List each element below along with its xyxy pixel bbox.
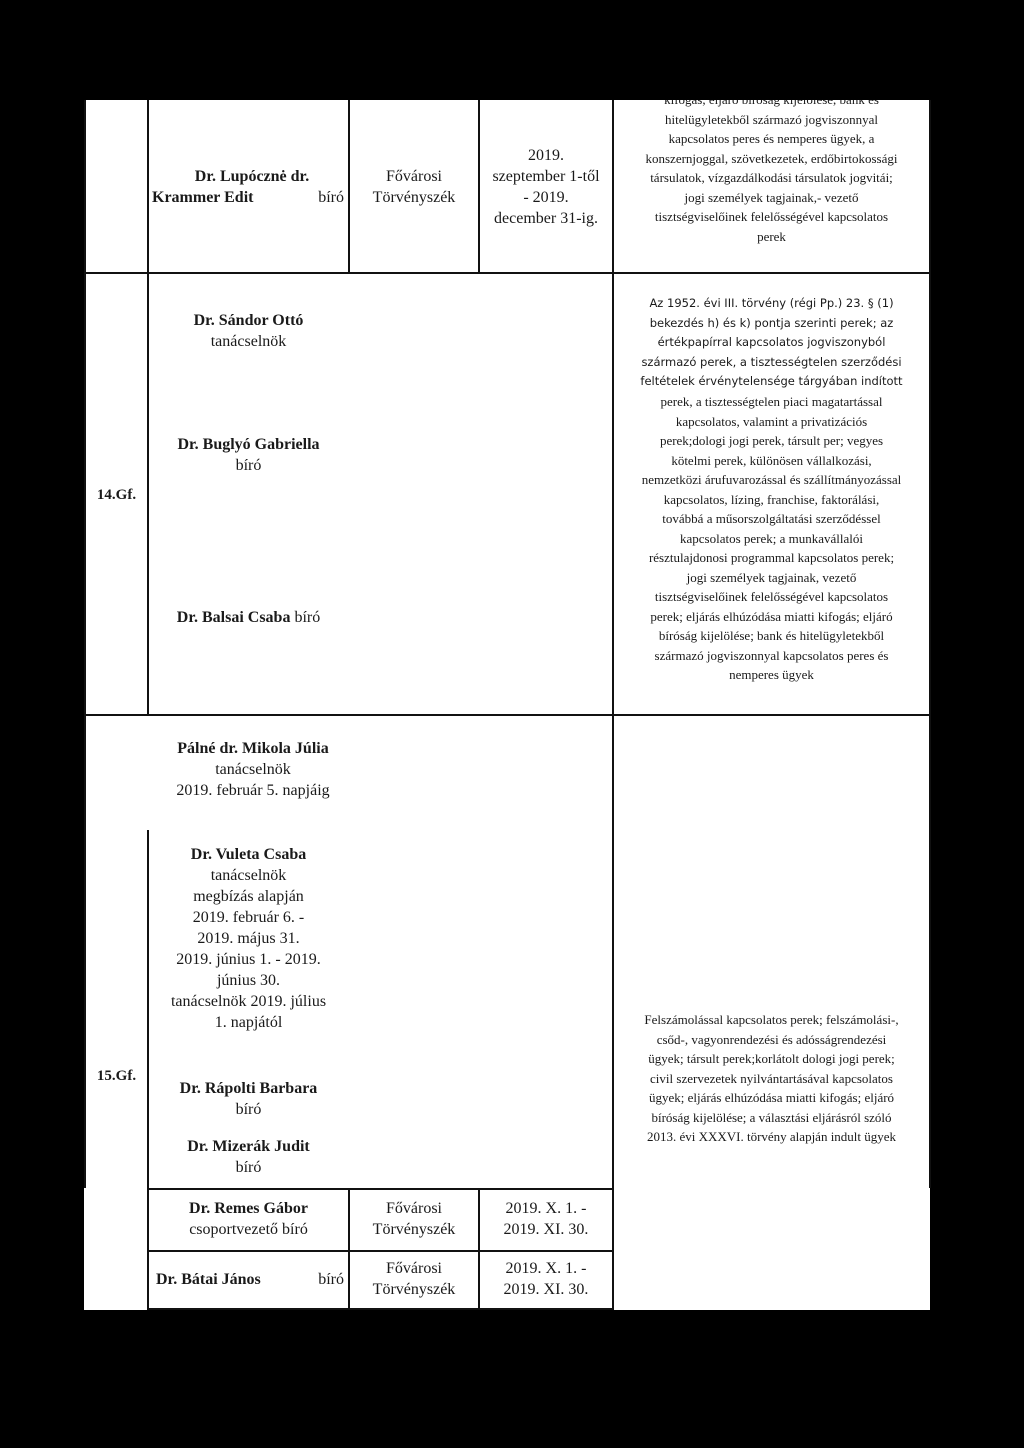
judge-block: [156, 1269, 346, 1290]
judge-name: Dr. Mizerák Judit: [187, 1138, 310, 1155]
judge-name: Dr. Buglyó Gabriella: [177, 436, 320, 453]
judge-name: Dr. Vuleta Csaba: [190, 846, 307, 863]
judge-block: [149, 310, 348, 352]
grid-line: [84, 100, 86, 272]
judge-role: bíró: [318, 189, 344, 206]
judge-name: Dr. Rápolti Barbara: [179, 1080, 318, 1097]
grid-line: [929, 100, 931, 272]
judge-name: Dr. Sándor Ottó: [193, 312, 304, 329]
judge-block: [149, 434, 348, 476]
judge-role: bíró: [235, 1159, 262, 1176]
judge-block: Dr. Vuleta Csaba tanácselnök megbízás alapján 2019. február 6. - 2019. május 31. 2019. június 1. - 2019. június 30. tanácselnök 2019. július 1. napjától: [149, 844, 348, 1033]
case-code: 15.Gf.: [96, 1068, 137, 1084]
judge-role: bíró: [235, 1101, 262, 1118]
judge-role: tanácselnök: [210, 333, 287, 350]
period-cell: 2019. szeptember 1-től - 2019. december 31-ig.: [492, 147, 600, 227]
judge-name: Dr. Lupócznė dr.: [194, 168, 310, 185]
grid-line: [929, 274, 931, 714]
judge-block: [149, 607, 348, 628]
court-cell: Fővárosi Törvényszék: [372, 1200, 456, 1238]
judge-block: [149, 1198, 348, 1240]
court-cell: Fővárosi Törvényszék: [372, 168, 456, 206]
grid-line: [147, 1308, 614, 1310]
row-divider: [84, 714, 931, 716]
grid-line: [84, 716, 86, 1188]
judge-block: [149, 1136, 348, 1178]
grid-line: [147, 1250, 614, 1252]
period-cell: 2019. X. 1. - 2019. XI. 30.: [503, 1260, 589, 1298]
judge-role: csoportvezető bíró: [189, 1221, 308, 1238]
judge-role: bíró: [294, 609, 321, 626]
page-edge: [0, 0, 1024, 100]
judge-name-cont: Krammer Edit: [152, 189, 254, 206]
description-cell: Az 1952. évi III. törvény (régi Pp.) 23. § (1) bekezdés h) és k) pontja szerinti perek; az értékpapírral kapcsolatos jogviszonyból származó perek, a tisztességtelen szerződési feltételek érvénytelensége tárgyában indított: [640, 296, 903, 388]
description-cell: Felszámolással kapcsolatos perek; felszámolási-, csőd-, vagyonrendezési és adósságrendezési ügyek; társult perek;korlátolt dologi jogi perek; civil szervezetek nyilvántartásával kapcsolatos ügyek; eljárás elhúzódása miatti kifogás; eljáró bíróság kijelölése; a választási eljárásról szóló 2013. évi XXXVI. törvény alapján indult ügyek: [644, 1012, 899, 1144]
judge-block: Pálné dr. Mikola Júlia tanácselnök 2019. február 5. napjáig: [148, 738, 358, 801]
judge-role: bíró: [235, 457, 262, 474]
case-code: 14.Gf.: [96, 487, 137, 503]
judge-role: bíró: [318, 1271, 344, 1288]
judge-name: Dr. Balsai Csaba: [176, 609, 291, 626]
description-cell: hitelügyletekből származó jogviszonnyal kapcsolatos peres és nemperes ügyek, a konszernjoggal, szövetkezetek, erdőbirtokossági társulatok, vízgazdálkodási társulatok jogvitái; jogi személyek tagjainak,- vezető tisztségviselőinek felelősségével kapcsolatos perek: [645, 111, 898, 244]
grid-line: [147, 1188, 614, 1190]
row-divider: [84, 272, 931, 274]
judge-block: [149, 1078, 348, 1120]
description-cell: perek, a tisztességtelen piaci magatartással kapcsolatos, valamint a privatizációs perek;dologi jogi perek, társult per; vegyes kötelmi perek, különösen vállalkozási, nemzetközi árufuvarozással és szállítmányozással kapcsolatos, lízing, franchise, faktorálási, továbbá a műsorszolgáltatási szerződéssel kapcsolatos perek; a munkavállalói résztulajdonosi programmal kapcsolatos perek; jogi személyek tagjainak, vezető tisztségviselőinek felelősségével kapcsolatos perek; eljárás elhúzódása miatti kifogás; eljáró bíróság kijelölése; bank és hitelügyletekből származó jogviszonnyal kapcsolatos peres és nemperes ügyek: [641, 394, 902, 682]
grid-line: [929, 716, 931, 1188]
judge-name: Dr. Bátai János: [156, 1271, 261, 1288]
judge-name-row: [152, 187, 346, 208]
court-cell: Fővárosi Törvényszék: [372, 1260, 456, 1298]
judge-name: Pálné dr. Mikola Júlia: [177, 740, 329, 757]
grid-line: [147, 100, 149, 272]
period-cell: 2019. X. 1. - 2019. XI. 30.: [503, 1200, 589, 1238]
judge-name: Dr. Remes Gábor: [189, 1200, 308, 1217]
